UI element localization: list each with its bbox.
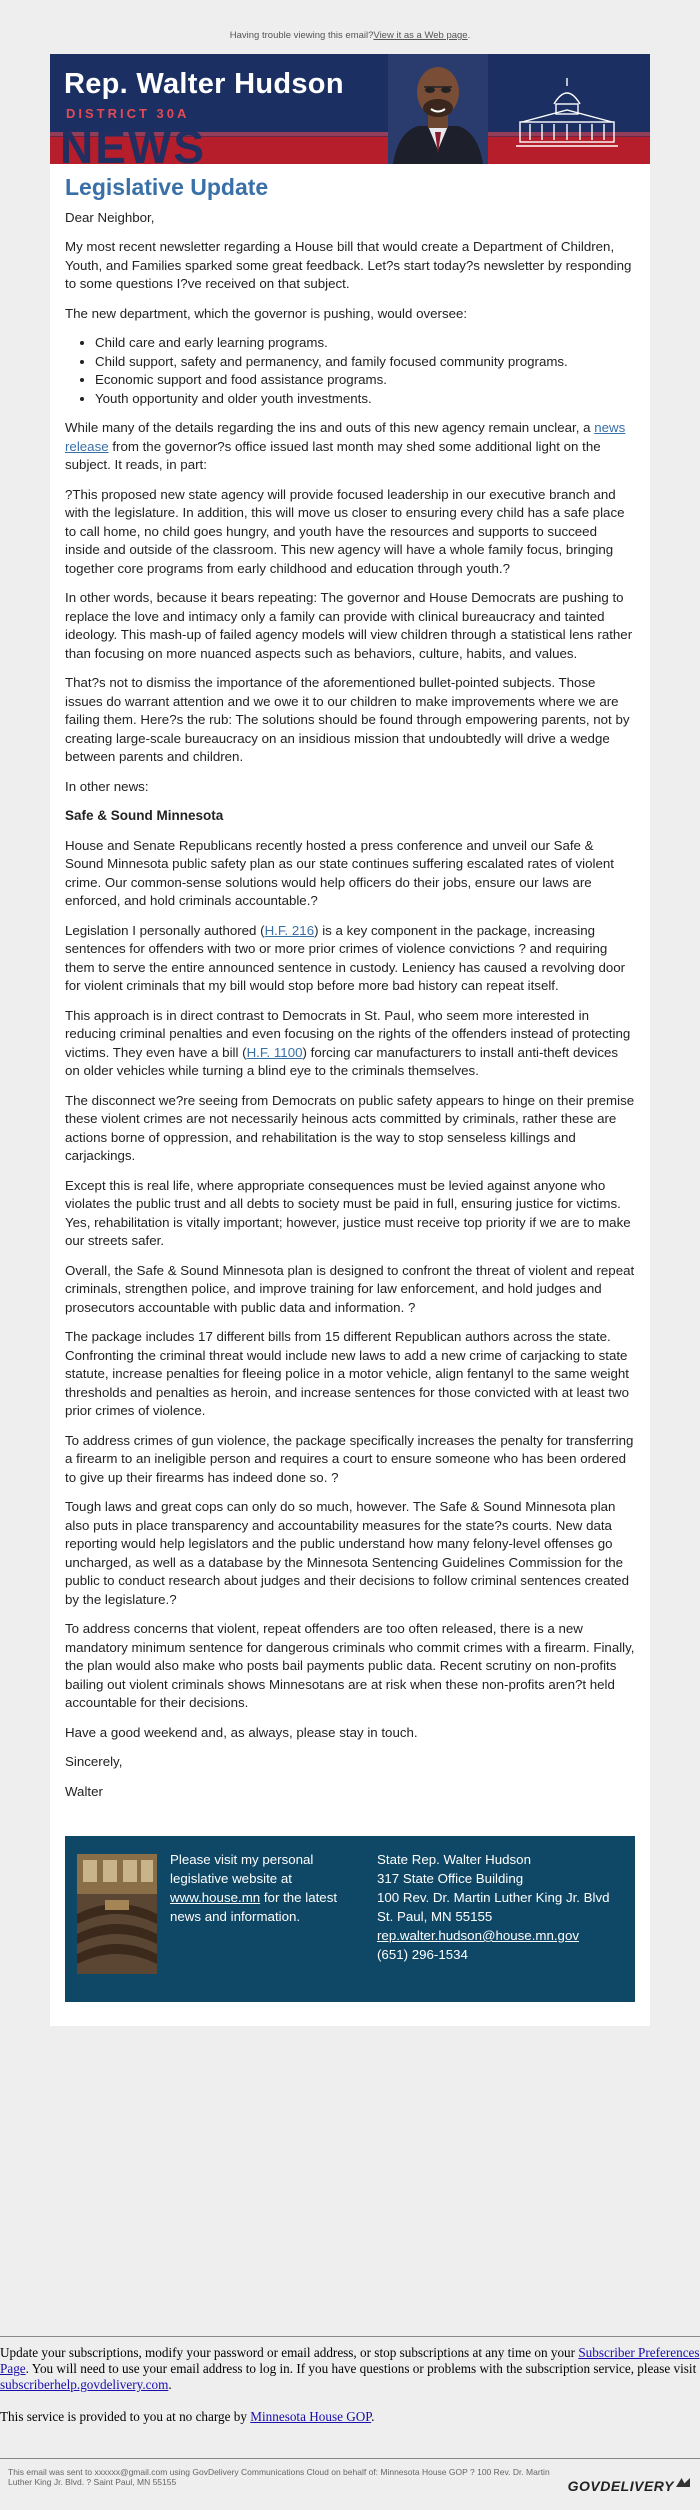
provided-by-before: This service is provided to you at no charge by bbox=[0, 2409, 251, 2424]
list-item: • Economic support and food assistance programs. bbox=[95, 371, 635, 390]
email-link[interactable]: rep.walter.hudson@house.mn.gov bbox=[377, 1928, 579, 1943]
greeting: Dear Neighbor, bbox=[65, 209, 155, 225]
paragraph-9 bbox=[65, 922, 635, 996]
section-subhead: Safe & Sound Minnesota bbox=[65, 808, 224, 823]
web-view-notice bbox=[0, 0, 700, 42]
phone-number: (651) 296-1534 bbox=[377, 1947, 468, 1962]
subscriber-help-link[interactable]: subscriberhelp.govdelivery.com bbox=[0, 2377, 169, 2392]
paragraph-10 bbox=[65, 1007, 635, 1081]
subscription-text bbox=[0, 2345, 700, 2393]
paragraph-8: House and Senate Republicans recently hosted a press conference and unveil our Safe & Sound Minnesota public safety plan as our state continues suffering escalated rates of violent crime. Our common-sense solutions would help officers do their jobs, ensure our laws are enforced, and hold criminals accountable.? bbox=[65, 837, 614, 908]
paragraph-13: Overall, the Safe & Sound Minnesota plan is designed to confront the threat of violent and repeat criminals, strengthen police, and improve training for law enforcement, and hold judges and prosecutors accountable with public data and information. ? bbox=[65, 1262, 635, 1315]
banner-district: DISTRICT 30A bbox=[66, 106, 190, 121]
paragraph-2: The new department, which the governor is pushing, would oversee: bbox=[65, 305, 468, 321]
divider bbox=[0, 2458, 700, 2459]
capitol-dome-icon bbox=[512, 76, 622, 150]
list-item: • Child care and early learning programs. bbox=[95, 334, 635, 353]
hf-1100-link[interactable]: H.F. 1100 bbox=[246, 1044, 303, 1060]
paragraph-15: To address crimes of gun violence, the package specifically increases the penalty for transferring a firearm to an ineligible person and requires a court to ensure someone who has been ordered to give up their firearms has indeed done so. ? bbox=[65, 1432, 634, 1485]
paragraph-5: In other words, because it bears repeating: The governor and House Democrats are pushing to replace the love and intimacy only a family can provide with clinical bureaucracy and tainted ideology. This mash-up of failed agency models will view children through a statistical lens rather than focusing on more nuanced aspects such as behaviors, culture, habits, and values. bbox=[65, 590, 633, 661]
header-banner bbox=[50, 54, 650, 164]
divider bbox=[0, 2336, 700, 2337]
legal-footer bbox=[0, 2458, 700, 2494]
web-view-link[interactable]: View it as a Web page bbox=[373, 30, 468, 41]
article-title: Legislative Update bbox=[65, 174, 269, 200]
address-line-2: 100 Rev. Dr. Martin Luther King Jr. Blvd bbox=[377, 1890, 610, 1905]
paragraph-10-after: ) forcing car manufacturers to install anti-theft devices on older vehicles while turning a blind eye to the criminals themselves. bbox=[65, 1044, 619, 1078]
house-gop-link[interactable]: Minnesota House GOP bbox=[250, 2409, 372, 2424]
subscription-text-3: . bbox=[168, 2377, 172, 2392]
address-name: State Rep. Walter Hudson bbox=[377, 1852, 531, 1867]
subscription-notice bbox=[0, 2336, 700, 2441]
banner-name: Rep. Walter Hudson bbox=[64, 68, 344, 100]
website-notice-before: Please visit my personal legislative website at bbox=[170, 1852, 314, 1886]
news-release-link[interactable]: news release bbox=[65, 420, 626, 454]
paragraph-16: Tough laws and great cops can only do so much, however. The Safe & Sound Minnesota plan also puts in place transparency and accountability measures for the state?s courts. New data reporting would help legislators and the public understand how many felony-level offenses go uncharged, as well as a database by the Minnesota Sentencing Guidelines Commission for the public to conduct research about judges and their decisions to follow criminal sentences created by the legislature.? bbox=[65, 1499, 629, 1607]
hf-216-link[interactable]: H.F. 216 bbox=[264, 922, 315, 938]
office-address bbox=[377, 1850, 637, 1964]
paragraph-11: The disconnect we?re seeing from Democrats on public safety appears to hinge on their premise these violent crimes are not necessarily heinous acts committed by criminals, rather these are actions borne of oppression, and rehabilitation is the way to stop senseless killings and carjackings. bbox=[65, 1092, 635, 1163]
subscription-text-2: . You will need to use your email address to log in. If you have questions or problems with the subscription service, please visit bbox=[25, 2361, 697, 2376]
web-view-suffix: . bbox=[467, 30, 471, 41]
paragraph-18: Have a good weekend and, as always, please stay in touch. bbox=[65, 1724, 418, 1740]
govdelivery-logo-text: GOVDELIVERY bbox=[567, 2478, 674, 2494]
address-line-1: 317 State Office Building bbox=[377, 1871, 524, 1886]
paragraph-3 bbox=[65, 419, 635, 475]
govdelivery-mark-icon bbox=[676, 2478, 690, 2487]
signature: Walter bbox=[65, 1783, 103, 1799]
chamber-photo bbox=[77, 1854, 157, 1974]
newsletter-container bbox=[50, 54, 650, 2026]
paragraph-9-before: Legislation I personally authored ( bbox=[65, 922, 265, 938]
paragraph-3-before: While many of the details regarding the ins and outs of this new agency remain unclear, a bbox=[65, 420, 595, 435]
list-item: • Child support, safety and permanency, and family focused community programs. bbox=[95, 353, 635, 372]
paragraph-9-after: ) is a key component in the package, increasing sentences for offenders with two or more prior crimes of violence convictions ? and requiring them to serve the entire announced sentence in custody. Leniency has caused a revolving door for violent criminals that my bill would stop before more bad history can repeat itself. bbox=[65, 922, 626, 993]
website-notice bbox=[170, 1850, 350, 1926]
subscriber-preferences-link[interactable]: Subscriber Preferences Page bbox=[0, 2345, 700, 2376]
subscription-text-1: Update your subscriptions, modify your password or email address, or stop subscriptions at any time on your bbox=[0, 2345, 579, 2360]
signoff: Sincerely, bbox=[65, 1754, 123, 1769]
paragraph-1: My most recent newsletter regarding a House bill that would create a Department of Children, Youth, and Families sparked some great feedback. Let?s start today?s newsletter by responding to some questions I?ve received on that subject. bbox=[65, 239, 632, 291]
contact-footer bbox=[65, 1836, 635, 2002]
web-view-prefix: Having trouble viewing this email? bbox=[229, 30, 374, 41]
paragraph-12: Except this is real life, where appropriate consequences must be levied against anyone who violates the public trust and all debts to society must be paid in full, ensuring justice for victims. Yes, rehabilitation is vitally important; however, justice must receive top priority if we are to make our streets safer. bbox=[65, 1177, 631, 1248]
address-line-3: St. Paul, MN 55155 bbox=[377, 1909, 493, 1924]
paragraph-6: That?s not to dismiss the importance of the aforementioned bullet-pointed subjects. Those issues do warrant attention and we owe it to our children to make improvements where we are failing them. Here?s the rub: The solutions should be found through empowering parents, not by creating large-scale bureaucracy on an insidious mission that undoubtedly will drive a wedge between parents and children. bbox=[65, 675, 630, 764]
paragraph-10-before: This approach is in direct contrast to Democrats in St. Paul, who seem more interested in reducing criminal penalties and even focusing on the rights of the offenders instead of protecting victims. They even have a bill ( bbox=[65, 1007, 631, 1060]
paragraph-7: In other news: bbox=[65, 778, 149, 794]
paragraph-4-quote: ?This proposed new state agency will provide focused leadership in our executive branch and with the legislature. In addition, this will move us closer to ensuring every child has a safe place to call home, no child goes hungry, and youth have the resources and supports to succeed inside and outside of the classroom. This new agency will have a whole family focus, bringing together core programs from early childhood and education through youth.? bbox=[65, 486, 625, 576]
representative-photo bbox=[388, 54, 488, 164]
website-notice-after: for the latest news and information. bbox=[170, 1890, 338, 1924]
provided-by bbox=[0, 2409, 700, 2425]
paragraph-17: To address concerns that violent, repeat offenders are too often released, there is a new mandatory minimum sentence for dangerous criminals who commit crimes with a firearm. Finally, the plan would also make who posts bail payments public data. Recent scrutiny on non-profits bailing out violent criminals shows Minnesotans are at risk when these non-profits aren?t held accountable for their decisions. bbox=[65, 1621, 635, 1710]
govdelivery-logo bbox=[568, 2478, 690, 2494]
list-item: • Youth opportunity and older youth investments. bbox=[95, 390, 635, 409]
paragraph-3-after: from the governor?s office issued last month may shed some additional light on the subject. It reads, in part: bbox=[65, 438, 601, 472]
article-body bbox=[50, 164, 650, 1824]
website-link[interactable]: www.house.mn bbox=[170, 1890, 261, 1905]
legal-text: This email was sent to xxxxxx@gmail.com using GovDelivery Communications Cloud on behalf of: Minnesota House GOP ? 100 Rev. Dr. Martin Luther King Jr. Blvd. ? Saint Paul, MN 55155 bbox=[8, 2467, 550, 2487]
provided-by-after: . bbox=[371, 2409, 375, 2424]
banner-news: NEWS bbox=[60, 121, 206, 164]
department-list bbox=[65, 334, 635, 408]
paragraph-14: The package includes 17 different bills from 15 different Republican authors across the state. Confronting the criminal threat would include new laws to add a new crime of carjacking to state statute, increase penalties for fleeing police in a motor vehicle, align fentanyl to the same weight thresholds and penalties as heroin, and increase sentences for those convicted with at least two prior crimes of violence. bbox=[65, 1329, 629, 1418]
